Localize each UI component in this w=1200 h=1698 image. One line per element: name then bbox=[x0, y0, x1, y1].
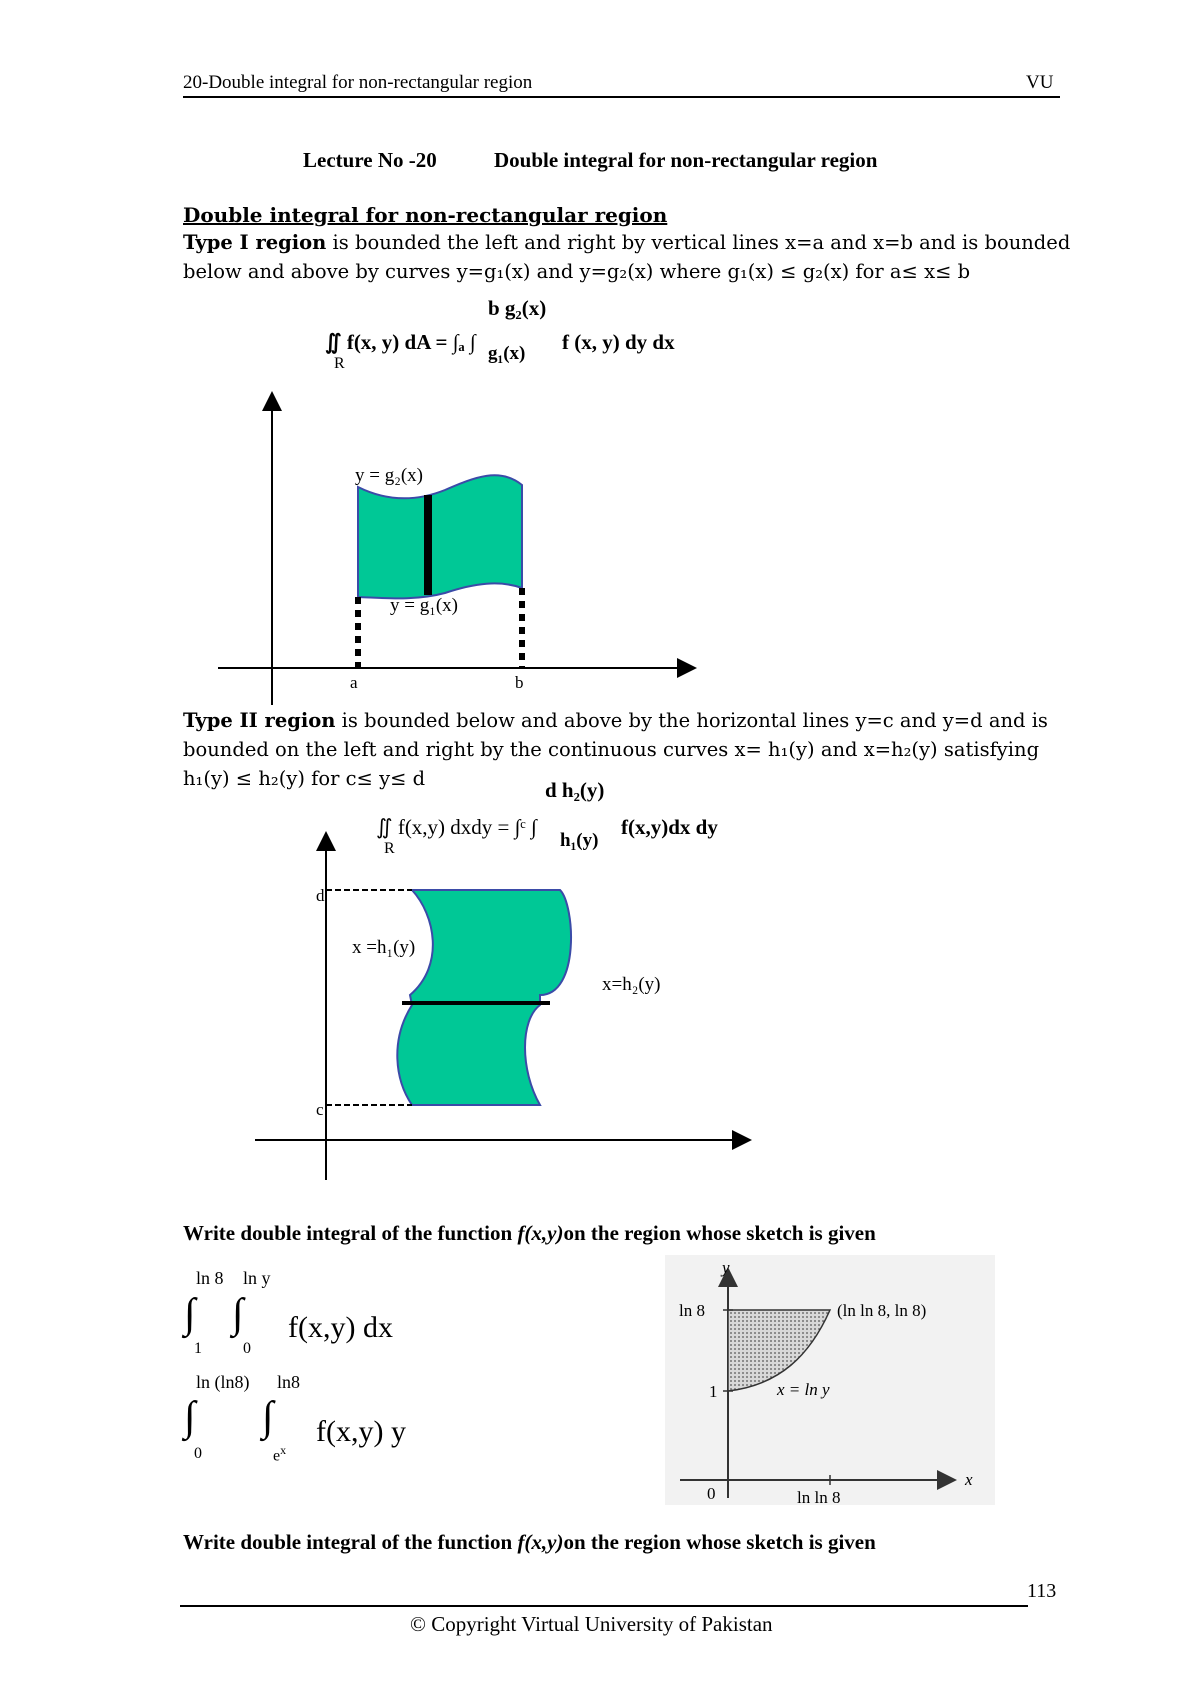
sketch-background bbox=[665, 1255, 995, 1505]
sketch-label-curve: x = ln y bbox=[777, 1380, 830, 1399]
sketch-label-point: (ln ln 8, ln 8) bbox=[837, 1301, 927, 1320]
sketch-label-lnln8: ln ln 8 bbox=[797, 1488, 841, 1505]
type1-region-figure bbox=[200, 385, 720, 705]
type2-formula-lhs: ∬ f(x,y) dxdy = ∫ᶜ ∫ bbox=[376, 815, 537, 839]
int1-upper-inner: ln y bbox=[243, 1268, 271, 1288]
type2-line3: h₁(y) ≤ h₂(y) for c≤ y≤ d bbox=[183, 767, 426, 790]
type1-formula-region: R bbox=[334, 355, 345, 372]
type1-formula-lhs: ∬ f(x, y) dA = ∫ₐ ∫ bbox=[325, 330, 476, 354]
type2-shaded-region bbox=[397, 890, 571, 1105]
label-d: d bbox=[316, 886, 325, 905]
task2-function: f(x,y) bbox=[517, 1530, 564, 1554]
copyright: © Copyright Virtual University of Pakistan bbox=[410, 1612, 773, 1636]
task1-function: f(x,y) bbox=[517, 1221, 564, 1245]
sketch-label-0: 0 bbox=[707, 1484, 716, 1503]
label-g1: y = g₁(x) bbox=[390, 595, 458, 616]
type2-line1: Type II region is bounded below and above by the horizontal lines y=c and y=d and is bbox=[183, 709, 1048, 732]
sketch-label-1: 1 bbox=[709, 1382, 718, 1401]
type1-formula-rhs: f (x, y) dy dx bbox=[562, 330, 675, 354]
type2-formula-upper: d h₂(y) bbox=[545, 778, 605, 802]
int2-outer-sign: ∫ bbox=[184, 1394, 196, 1440]
sketch-y-label: y bbox=[722, 1258, 730, 1277]
int2-upper-inner: ln8 bbox=[277, 1372, 301, 1392]
section-heading: Double integral for non-rectangular region bbox=[183, 203, 668, 227]
label-c: c bbox=[316, 1100, 324, 1119]
int2-inner-sign: ∫ bbox=[262, 1394, 274, 1440]
type2-formula-rhs: f(x,y)dx dy bbox=[621, 815, 718, 839]
int2-lower-inner: $e^x$ bbox=[273, 1443, 287, 1465]
type1-line1: Type I region is bounded the left and right by vertical lines x=a and x=b and is bounded bbox=[183, 231, 1071, 254]
sketch-x-label: x bbox=[965, 1470, 973, 1489]
int1-inner-sign: ∫ bbox=[232, 1291, 244, 1337]
label-b: b bbox=[515, 673, 524, 692]
type2-line2: bounded on the left and right by the continuous curves x= h₁(y) and x=h₂(y) satisfying bbox=[183, 738, 1040, 761]
type1-term: Type I region bbox=[183, 231, 327, 254]
int2-lower-outer: 0 bbox=[194, 1445, 202, 1462]
sketch-label-ln8: ln 8 bbox=[679, 1301, 705, 1320]
type2-region-figure bbox=[250, 825, 770, 1185]
int2-integrand: f(x,y) y bbox=[316, 1415, 406, 1448]
type1-line2: below and above by curves y=g₁(x) and y=g₂(x) where g₁(x) ≤ g₂(x) for a≤ x≤ b bbox=[183, 260, 971, 283]
header-rule bbox=[183, 96, 1060, 98]
int1-outer-sign: ∫ bbox=[184, 1291, 196, 1337]
lecture-number: Lecture No -20 bbox=[303, 148, 437, 172]
label-g2: y = g₂(x) bbox=[355, 465, 423, 486]
int1-lower-outer: 1 bbox=[194, 1340, 202, 1357]
label-a: a bbox=[350, 673, 358, 692]
task2-prompt: Write double integral of the function f(x,y)on the region whose sketch is given bbox=[183, 1530, 876, 1554]
label-h2: x=h₂(y) bbox=[602, 974, 661, 995]
type2-formula-lower-inner: h₁(y) bbox=[560, 830, 599, 851]
label-h1: x =h₁(y) bbox=[352, 937, 416, 958]
type1-shaded-region bbox=[358, 475, 522, 598]
region-sketch bbox=[665, 1255, 995, 1505]
running-header-title: 20-Double integral for non-rectangular region bbox=[183, 72, 533, 93]
type2-term: Type II region bbox=[183, 709, 336, 732]
type2-formula-region: R bbox=[384, 840, 395, 857]
type1-formula-lower-inner: g₁(x) bbox=[488, 343, 526, 364]
int2-upper-outer: ln (ln8) bbox=[196, 1372, 250, 1392]
int1-upper-outer: ln 8 bbox=[196, 1268, 224, 1288]
running-header-vu: VU bbox=[1026, 72, 1054, 93]
int1-lower-inner: 0 bbox=[243, 1340, 251, 1357]
lecture-topic: Double integral for non-rectangular region bbox=[494, 148, 878, 172]
footer-rule bbox=[180, 1605, 1028, 1607]
type1-formula-upper: b g₂(x) bbox=[488, 296, 547, 320]
task1-prompt: Write double integral of the function f(x,y)on the region whose sketch is given bbox=[183, 1221, 876, 1245]
int1-integrand: f(x,y) dx bbox=[288, 1311, 393, 1344]
page-number: 113 bbox=[1027, 1580, 1057, 1602]
